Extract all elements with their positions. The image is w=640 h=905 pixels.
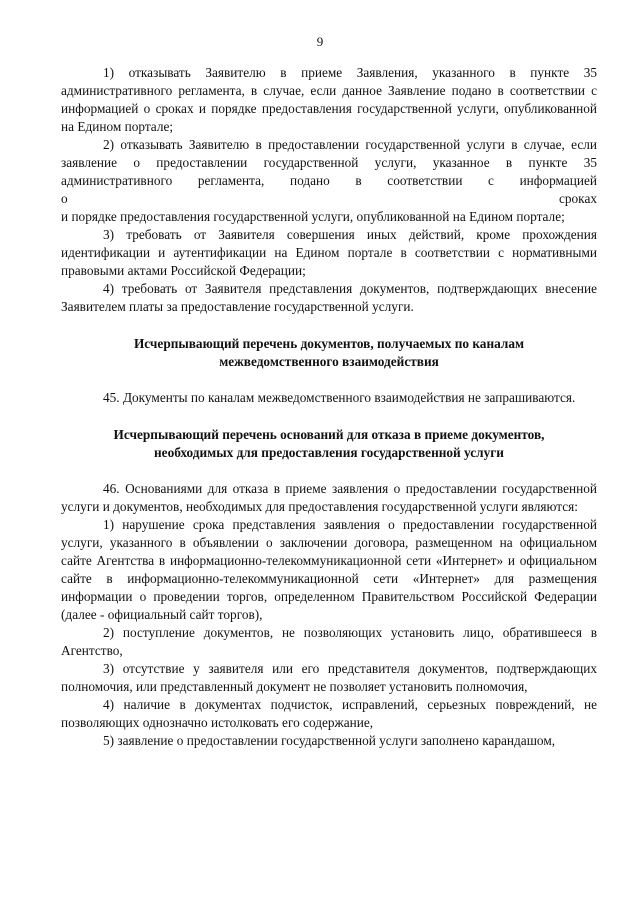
section-heading-2-line-1: Исчерпывающий перечень оснований для отказа в приеме документов,	[113, 427, 545, 442]
document-body	[61, 64, 597, 750]
paragraph-item-2-continuation: и порядке предоставления государственной услуги, опубликованной на Едином портале;	[61, 209, 565, 224]
section-heading-2-line-2: необходимых для предоставления государственной услуги	[154, 445, 504, 460]
paragraph-45: 45. Документы по каналам межведомственного взаимодействия не запрашиваются.	[103, 390, 576, 405]
paragraph-item-2-split-line	[61, 190, 597, 208]
paragraph-46-item-2: 2) поступление документов, не позволяющих установить лицо, обратившееся в Агентство,	[61, 625, 597, 658]
paragraph-item-4: 4) требовать от Заявителя представления документов, подтверждающих внесение Заявителем платы за предоставление государственной услуги.	[61, 281, 597, 314]
page-number: 9	[316, 34, 324, 49]
paragraph-item-1: 1) отказывать Заявителю в приеме Заявления, указанного в пункте 35 административного регламента, в случае, если данное Заявление подано в соответствии с информацией о сроках и порядке предоставления государственной услуги, опубликованной на Едином портале;	[61, 65, 597, 134]
paragraph-46: 46. Основаниями для отказа в приеме заявления о предоставлении государственной услуги и документов, необходимых для предоставления государственной услуги являются:	[61, 481, 597, 514]
paragraph-item-2: 2) отказывать Заявителю в предоставлении государственной услуги в случае, если заявление о предоставлении государственной услуги, указанное в пункте 35 административного регламента, подано в соответствии с информацией	[61, 137, 597, 188]
split-right-word: сроках	[558, 191, 597, 206]
paragraph-46-item-5: 5) заявление о предоставлении государственной услуги заполнено карандашом,	[103, 733, 556, 748]
paragraph-46-item-3: 3) отсутствие у заявителя или его представителя документов, подтверждающих полномочия, или представленный документ не позволяет установить полномочия,	[61, 661, 597, 694]
split-left-word: о	[61, 191, 68, 206]
paragraph-46-item-1: 1) нарушение срока представления заявления о предоставлении государственной услуги, указанного в объявлении о заключении договора, размещенном на официальном сайте Агентства в информационно-телекоммуникационной сети «Интернет» и официальном сайте в информационно-телекоммуникационной сети «Интернет» для размещения информации о проведении торгов, определенном Правительством Российской Федерации (далее - официальный сайт торгов),	[61, 517, 597, 622]
section-heading-1-line-1: Исчерпывающий перечень документов, получаемых по каналам	[133, 336, 525, 351]
paragraph-item-3: 3) требовать от Заявителя совершения иных действий, кроме прохождения идентификации и аутентификации на Едином портале в соответствии с нормативными правовыми актами Российской Федерации;	[61, 227, 597, 278]
section-heading-1-line-2: межведомственного взаимодействия	[219, 354, 439, 369]
paragraph-46-item-4: 4) наличие в документах подчисток, исправлений, серьезных повреждений, не позволяющих однозначно истолковать его содержание,	[61, 697, 597, 730]
